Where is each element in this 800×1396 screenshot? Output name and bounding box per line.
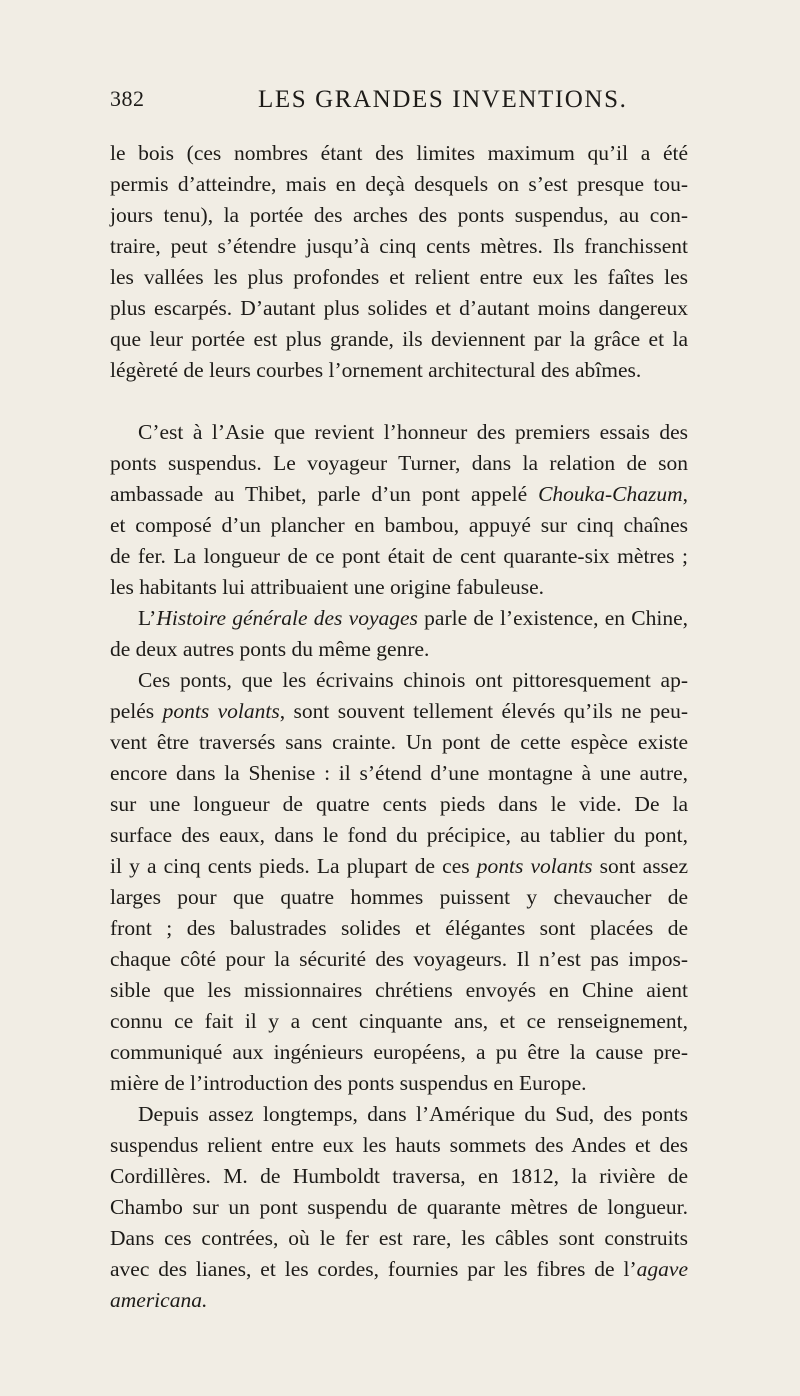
text-segment: pelés [110,699,163,723]
text-line: sible que les missionnaires chrétiens envoyés en Chine aient [110,978,688,1002]
text-line: Chambo sur un pont suspendu de quarante mètres de longueur. [110,1195,688,1219]
text-line: traire, peut s’étendre jusqu’à cinq cents mètres. Ils franchissent [110,234,688,258]
text-line [110,851,688,882]
italic-title: Histoire générale des voyages [156,606,418,630]
paragraph-3 [110,665,688,1099]
text-line: Cordillères. M. de Humboldt traversa, en 1812, la rivière de [110,1164,688,1188]
text-segment: , [682,482,688,506]
paragraph-4 [110,1099,688,1316]
text-line: mière de l’introduction des ponts suspendus en Europe. [110,1071,587,1095]
running-header [110,86,710,122]
text-line: chaque côté pour la sécurité des voyageurs. Il n’est pas impos- [110,947,688,971]
text-segment: parle de l’existence, en Chine, [417,606,688,630]
text-line: les vallées les plus profondes et relient entre eux les faîtes les [110,265,688,289]
text-segment: il y a cinq cents pieds. La plupart de ces [110,854,477,878]
text-line [110,696,688,727]
running-title: LES GRANDES INVENTIONS. [258,86,628,113]
body-text [110,138,688,1316]
text-line: Dans ces contrées, où le fer est rare, les câbles sont construits [110,1226,688,1250]
text-line: surface des eaux, dans le fond du précipice, au tablier du pont, [110,823,688,847]
italic-term: ponts volants [162,699,280,723]
text-line: plus escarpés. D’autant plus solides et d’autant moins dangereux [110,296,688,320]
text-segment: L’ [138,606,157,630]
text-line: vent être traversés sans crainte. Un pont de cette espèce existe [110,730,688,754]
text-line: de fer. La longueur de ce pont était de cent quarante-six mètres ; [110,544,688,568]
text-line: Ces ponts, que les écrivains chinois ont pittoresquement ap- [138,668,688,692]
text-line: jours tenu), la portée des arches des ponts suspendus, au con- [110,203,688,227]
text-segment: , sont souvent tellement élevés qu’ils ne peu- [279,699,688,723]
text-line: Depuis assez longtemps, dans l’Amérique du Sud, des ponts [138,1102,688,1126]
text-line: le bois (ces nombres étant des limites maximum qu’il a été [110,141,688,165]
text-line: permis d’atteindre, mais en deçà desquels on s’est presque tou- [110,172,688,196]
text-line: communiqué aux ingénieurs européens, a pu être la cause pre- [110,1040,688,1064]
italic-term: ponts volants [476,854,593,878]
text-segment: ambassade au Thibet, parle d’un pont appelé [110,482,539,506]
text-line: sur une longueur de quatre cents pieds dans le vide. De la [110,792,688,816]
text-line: ponts suspendus. Le voyageur Turner, dans la relation de son [110,451,688,475]
text-line: de deux autres ponts du même genre. [110,637,430,661]
italic-term: Chouka-Chazum [538,482,683,506]
text-line: C’est à l’Asie que revient l’honneur des premiers essais des [138,420,688,444]
text-line: connu ce fait il y a cent cinquante ans, et ce renseignement, [110,1009,688,1033]
text-line: americana. [110,1288,208,1312]
text-line [110,479,688,510]
text-line: et composé d’un plancher en bambou, appuyé sur cinq chaînes [110,513,688,537]
text-line [110,1254,688,1285]
text-segment: avec des lianes, et les cordes, fournies par les fibres de l’ [110,1257,637,1281]
paragraph-gap [110,386,688,417]
text-line: légèreté de leurs courbes l’ornement architectural des abîmes. [110,358,642,382]
italic-term: agave [636,1257,688,1281]
text-line: suspendus relient entre eux les hauts sommets des Andes et des [110,1133,688,1157]
text-line: encore dans la Shenise : il s’étend d’une montagne à une autre, [110,761,688,785]
page-number: 382 [110,86,145,111]
text-line: front ; des balustrades solides et élégantes sont placées de [110,916,688,940]
text-line: larges pour que quatre hommes puissent y chevaucher de [110,885,688,909]
text-line: les habitants lui attribuaient une origine fabuleuse. [110,575,545,599]
paragraph-2 [110,417,688,665]
text-line [110,603,688,634]
paragraph-1 [110,138,688,386]
text-segment: sont assez [592,854,689,878]
text-line: que leur portée est plus grande, ils deviennent par la grâce et la [110,327,688,351]
